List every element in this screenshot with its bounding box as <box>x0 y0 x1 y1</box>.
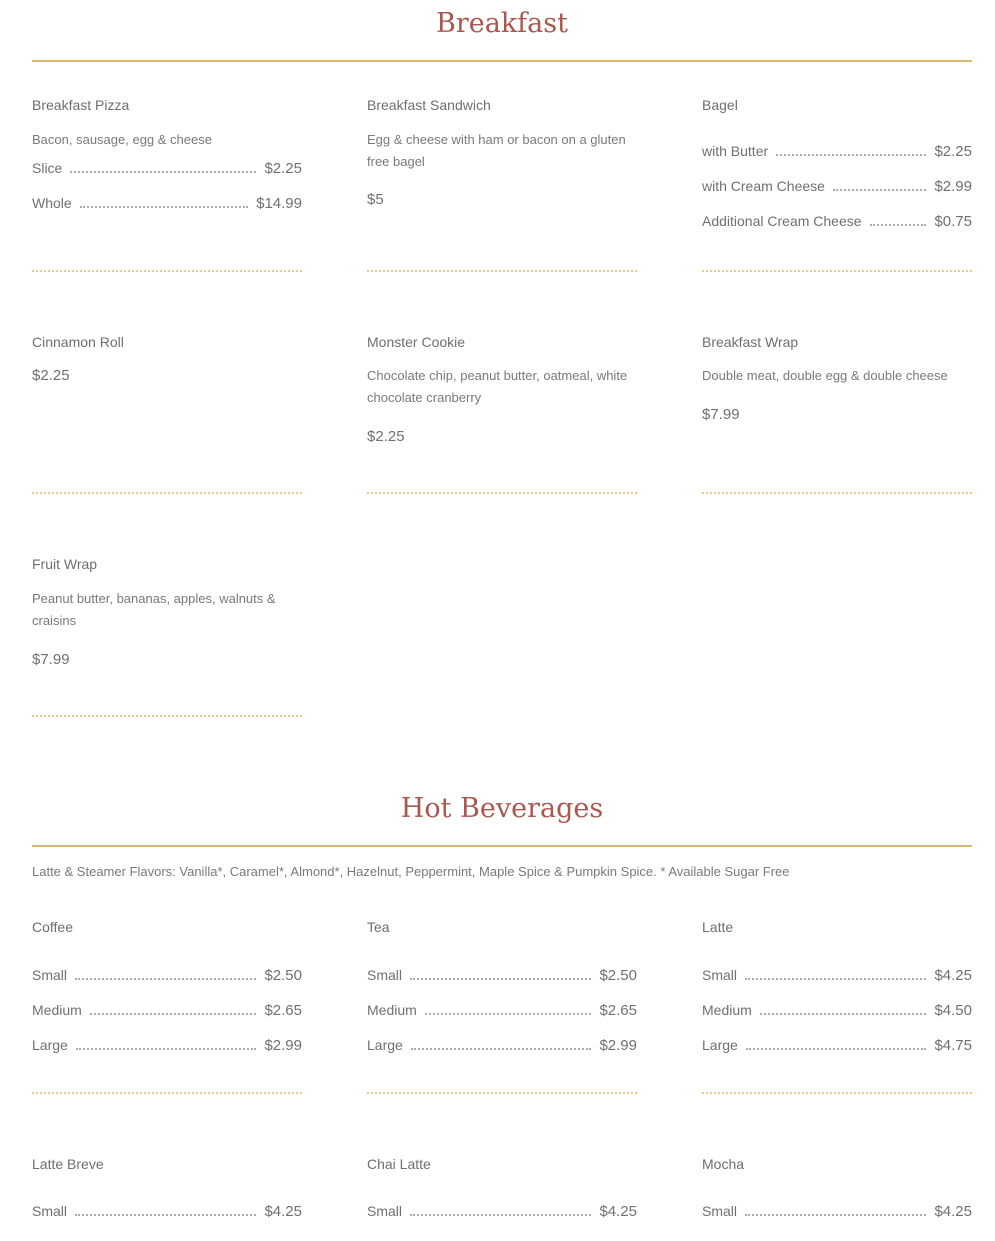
price-value: $4.25 <box>934 1203 972 1220</box>
price-value: $2.25 <box>934 143 972 160</box>
item-separator <box>702 1092 972 1094</box>
price-row <box>702 1037 972 1072</box>
price-value: $2.50 <box>599 967 637 984</box>
item-name: Tea <box>367 919 390 935</box>
item-price: $5 <box>367 191 384 208</box>
price-label: with Cream Cheese <box>702 178 825 194</box>
price-row <box>32 160 302 195</box>
menu-item-breakfast-pizza <box>32 95 302 230</box>
price-row <box>367 967 637 1002</box>
menu-item-chai-latte <box>367 1154 637 1238</box>
item-separator <box>367 492 637 494</box>
price-label: Medium <box>32 1002 82 1018</box>
menu-item-bagel <box>702 95 972 248</box>
item-separator <box>32 492 302 494</box>
item-name: Mocha <box>702 1156 745 1172</box>
price-label: Small <box>367 1203 403 1219</box>
item-description: Peanut butter, bananas, apples, walnuts & craisins <box>32 591 276 628</box>
price-value: $2.65 <box>264 1002 302 1019</box>
price-row <box>32 1203 302 1238</box>
item-separator <box>367 270 637 272</box>
price-label: Small <box>32 1203 68 1219</box>
price-label: Medium <box>702 1002 752 1018</box>
item-name: Latte <box>702 919 734 935</box>
item-price: $7.99 <box>32 651 70 668</box>
price-label: Large <box>702 1037 738 1053</box>
item-description: Egg & cheese with ham or bacon on a gluten free bagel <box>367 132 626 169</box>
price-label: with Butter <box>702 143 769 159</box>
item-name: Latte Breve <box>32 1156 104 1172</box>
price-label: Slice <box>32 160 63 176</box>
price-row <box>702 1203 972 1238</box>
price-value: $14.99 <box>256 195 302 212</box>
price-value: $4.25 <box>599 1203 637 1220</box>
price-value: $4.75 <box>934 1037 972 1054</box>
item-description: Double meat, double egg & double cheese <box>702 368 948 383</box>
item-description: Chocolate chip, peanut butter, oatmeal, white chocolate cranberry <box>367 368 628 405</box>
menu-item-breakfast-wrap <box>702 332 972 425</box>
price-label: Small <box>367 967 403 983</box>
price-row <box>367 1203 637 1238</box>
menu-item-latte <box>702 917 972 1072</box>
menu-item-mocha <box>702 1154 972 1238</box>
price-label: Large <box>32 1037 68 1053</box>
menu-item-coffee <box>32 917 302 1072</box>
item-name: Monster Cookie <box>367 334 466 350</box>
item-separator <box>32 270 302 272</box>
item-name: Breakfast Sandwich <box>367 97 491 113</box>
price-row <box>32 1037 302 1072</box>
price-row <box>367 1002 637 1037</box>
price-label: Whole <box>32 195 72 211</box>
item-name: Breakfast Wrap <box>702 334 799 350</box>
item-separator <box>702 492 972 494</box>
item-name: Chai Latte <box>367 1156 431 1172</box>
price-value: $2.65 <box>599 1002 637 1019</box>
price-label: Large <box>367 1037 403 1053</box>
price-row <box>702 967 972 1002</box>
item-description: Bacon, sausage, egg & cheese <box>32 132 212 147</box>
item-name: Coffee <box>32 919 73 935</box>
price-value: $2.99 <box>264 1037 302 1054</box>
breakfast-title: Breakfast <box>436 8 568 39</box>
item-price: $2.25 <box>367 428 405 445</box>
price-value: $4.25 <box>934 967 972 984</box>
menu-item-latte-breve <box>32 1154 302 1238</box>
price-value: $0.75 <box>934 213 972 230</box>
item-separator <box>32 715 302 717</box>
price-row <box>702 213 972 248</box>
price-row <box>702 1002 972 1037</box>
price-value: $2.99 <box>599 1037 637 1054</box>
hot-beverages-divider <box>32 845 972 847</box>
price-label: Additional Cream Cheese <box>702 213 862 229</box>
price-row <box>32 1002 302 1037</box>
menu-item-breakfast-sandwich <box>367 95 637 210</box>
item-name: Fruit Wrap <box>32 556 98 572</box>
price-row <box>702 143 972 178</box>
item-separator <box>367 1092 637 1094</box>
price-value: $4.25 <box>264 1203 302 1220</box>
price-value: $2.99 <box>934 178 972 195</box>
menu-item-fruit-wrap <box>32 554 302 670</box>
item-price: $7.99 <box>702 406 740 423</box>
price-value: $4.50 <box>934 1002 972 1019</box>
flavors-note: Latte & Steamer Flavors: Vanilla*, Caramel*, Almond*, Hazelnut, Peppermint, Maple Spice & Pumpkin Spice. * Available Sugar Free <box>32 864 790 879</box>
item-price: $2.25 <box>32 367 70 384</box>
price-row <box>367 1037 637 1072</box>
item-name: Cinnamon Roll <box>32 334 124 350</box>
price-label: Medium <box>367 1002 417 1018</box>
price-row <box>32 967 302 1002</box>
price-label: Small <box>702 967 738 983</box>
item-separator <box>32 1092 302 1094</box>
price-row <box>32 195 302 230</box>
price-value: $2.50 <box>264 967 302 984</box>
item-separator <box>702 270 972 272</box>
price-label: Small <box>32 967 68 983</box>
menu-item-monster-cookie <box>367 332 637 447</box>
price-label: Small <box>702 1203 738 1219</box>
menu-item-cinnamon-roll <box>32 332 302 386</box>
item-name: Breakfast Pizza <box>32 97 130 113</box>
hot-beverages-title: Hot Beverages <box>400 793 604 824</box>
breakfast-divider <box>32 60 972 62</box>
price-row <box>702 178 972 213</box>
menu-item-tea <box>367 917 637 1072</box>
price-value: $2.25 <box>264 160 302 177</box>
item-name: Bagel <box>702 97 738 113</box>
